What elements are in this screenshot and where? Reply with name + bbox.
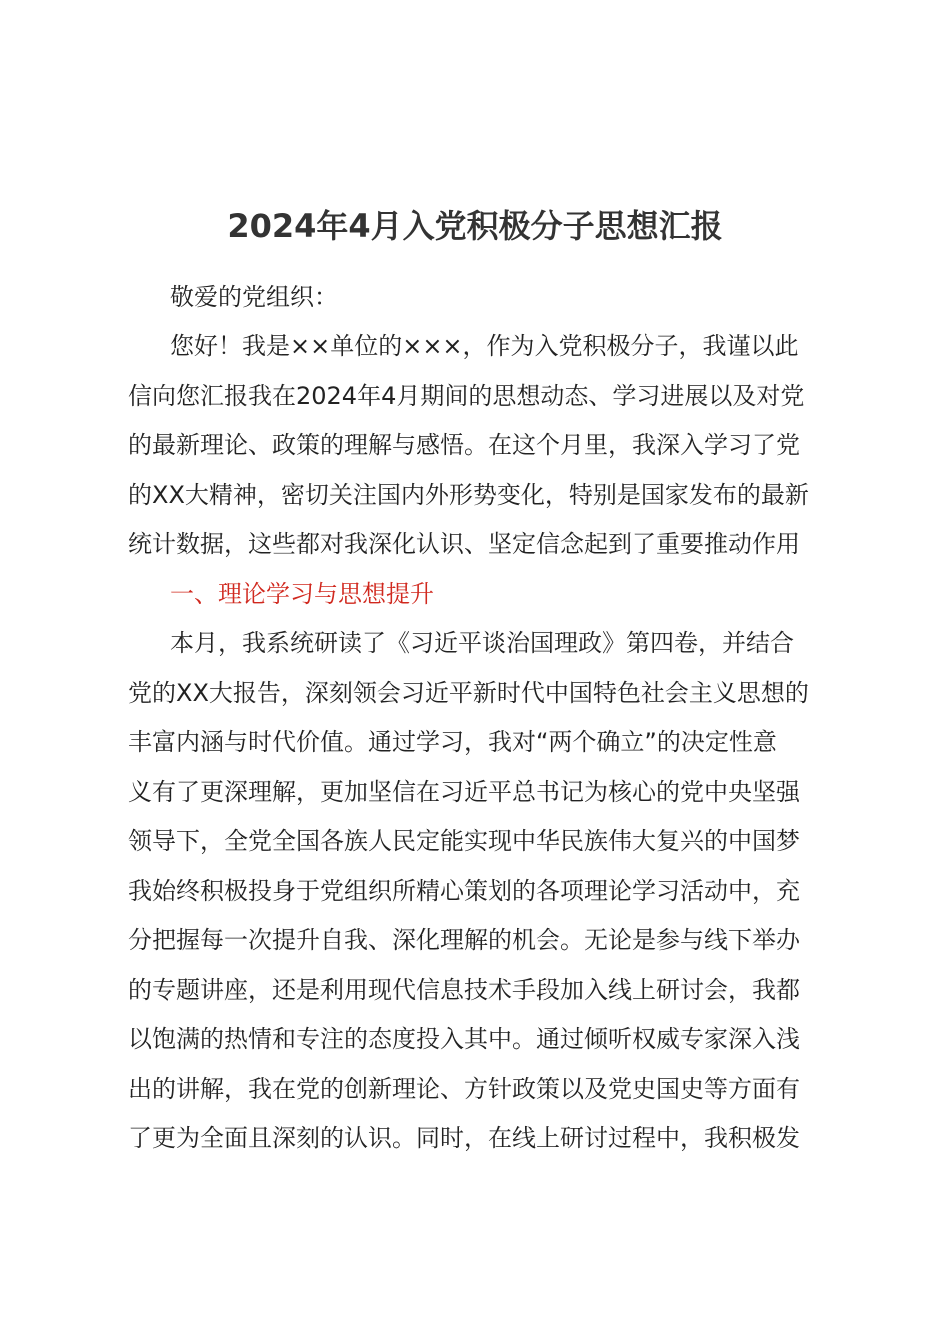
paragraph-line: 的专题讲座，还是利用现代信息技术手段加入线上研讨会，我都: [128, 976, 800, 1004]
paragraph-line: 本月，我系统研读了《习近平谈治国理政》第四卷，并结合: [170, 629, 794, 657]
intro-line: 的XX大精神，密切关注国内外形势变化，特别是国家发布的最新: [128, 481, 809, 509]
paragraph-line: 以饱满的热情和专注的态度投入其中。通过倾听权威专家深入浅: [128, 1025, 800, 1053]
paragraph-line: 我始终积极投身于党组织所精心策划的各项理论学习活动中，充: [128, 877, 800, 905]
paragraph-line: 丰富内涵与时代价值。通过学习，我对“两个确立”的决定性意: [128, 728, 777, 756]
salutation: 敬爱的党组织：: [170, 283, 338, 311]
paragraph-line: 党的XX大报告，深刻领会习近平新时代中国特色社会主义思想的: [128, 679, 809, 707]
document-title: 2024年4月入党积极分子思想汇报: [227, 207, 723, 245]
paragraph-line: 出的讲解，我在党的创新理论、方针政策以及党史国史等方面有: [128, 1075, 800, 1103]
intro-line: 信向您汇报我在2024年4月期间的思想动态、学习进展以及对党: [128, 382, 805, 410]
intro-line: 的最新理论、政策的理解与感悟。在这个月里，我深入学习了党: [128, 431, 800, 459]
section-heading: 一、理论学习与思想提升: [170, 580, 434, 608]
paragraph-line: 分把握每一次提升自我、深化理解的机会。无论是参与线下举办: [128, 926, 800, 954]
intro-line: 您好！我是××单位的×××，作为入党积极分子，我谨以此: [170, 332, 799, 360]
paragraph-line: 义有了更深理解，更加坚信在习近平总书记为核心的党中央坚强: [128, 778, 800, 806]
paragraph-line: 领导下，全党全国各族人民定能实现中华民族伟大复兴的中国梦: [128, 827, 800, 855]
intro-line: 统计数据，这些都对我深化认识、坚定信念起到了重要推动作用: [128, 530, 800, 558]
paragraph-line: 了更为全面且深刻的认识。同时，在线上研讨过程中，我积极发: [128, 1124, 800, 1152]
